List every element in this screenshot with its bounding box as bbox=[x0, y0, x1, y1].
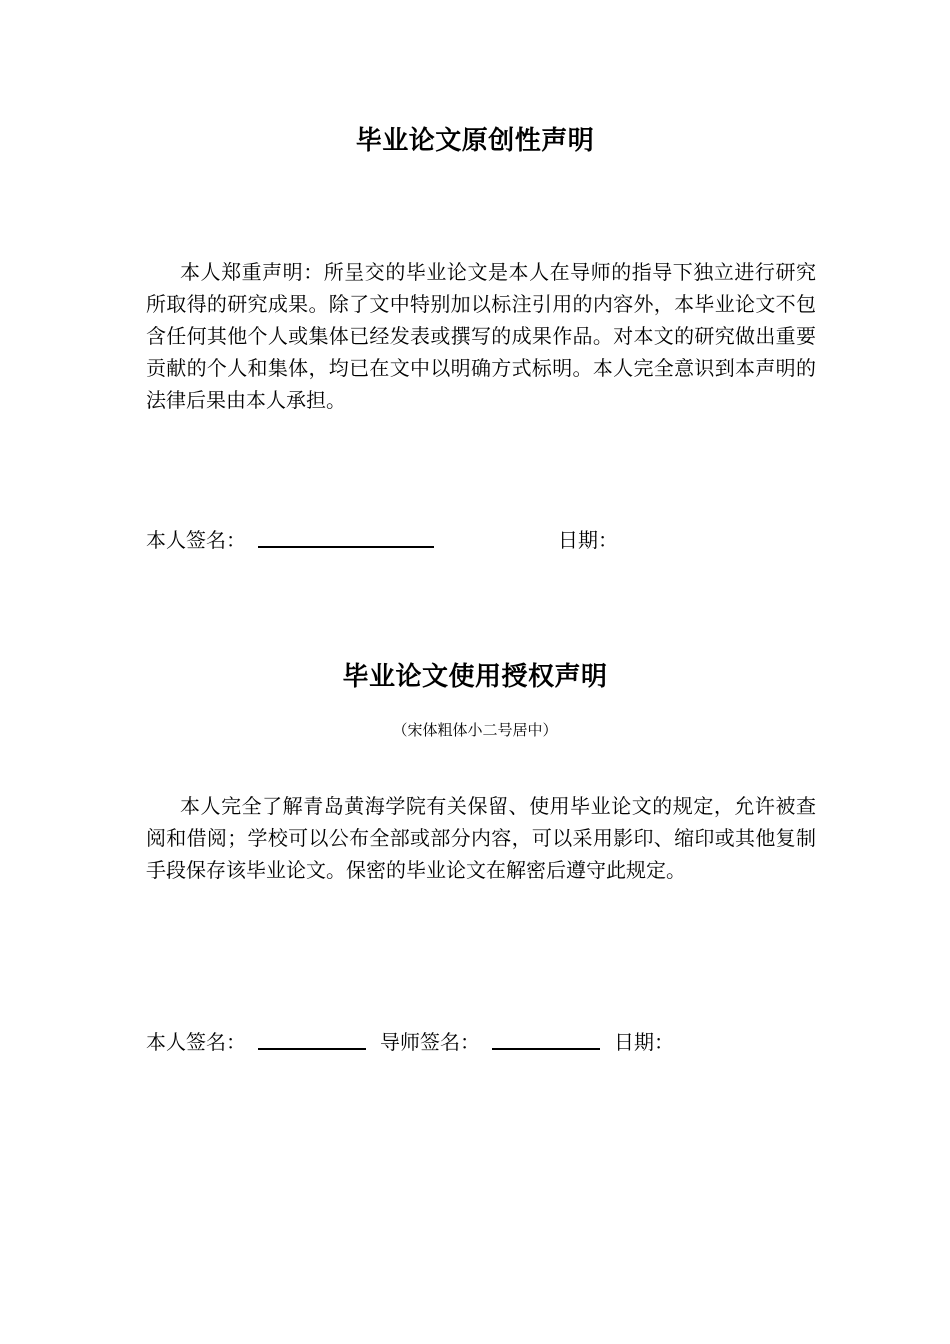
originality-declaration-body: 本人郑重声明：所呈交的毕业论文是本人在导师的指导下独立进行研究所取得的研究成果。除了文中特别加以标注引用的内容外，本毕业论文不包含任何其他个人或集体已经发表或撰写的成果作品。对本文的研究做出重要贡献的个人和集体，均已在文中以明确方式标明。本人完全意识到本声明的法律后果由本人承担。 bbox=[146, 260, 816, 412]
author-signature-label: 本人签名： bbox=[146, 1030, 246, 1054]
date-label: 日期： bbox=[614, 1030, 674, 1054]
authorization-declaration-title: 毕业论文使用授权声明 bbox=[342, 662, 608, 692]
advisor-signature-line[interactable] bbox=[492, 1030, 600, 1050]
format-note: （宋体粗体小二号居中） bbox=[392, 721, 558, 739]
originality-declaration-title: 毕业论文原创性声明 bbox=[355, 126, 595, 156]
date-label: 日期： bbox=[558, 528, 618, 552]
author-signature-line[interactable] bbox=[258, 1030, 366, 1050]
author-signature-label: 本人签名： bbox=[146, 528, 246, 552]
author-signature-line[interactable] bbox=[258, 528, 434, 548]
authorization-declaration-body: 本人完全了解青岛黄海学院有关保留、使用毕业论文的规定，允许被查阅和借阅；学校可以公布全部或部分内容，可以采用影印、缩印或其他复制手段保存该毕业论文。保密的毕业论文在解密后遵守此规定。 bbox=[146, 794, 816, 882]
advisor-signature-label: 导师签名： bbox=[380, 1030, 480, 1054]
